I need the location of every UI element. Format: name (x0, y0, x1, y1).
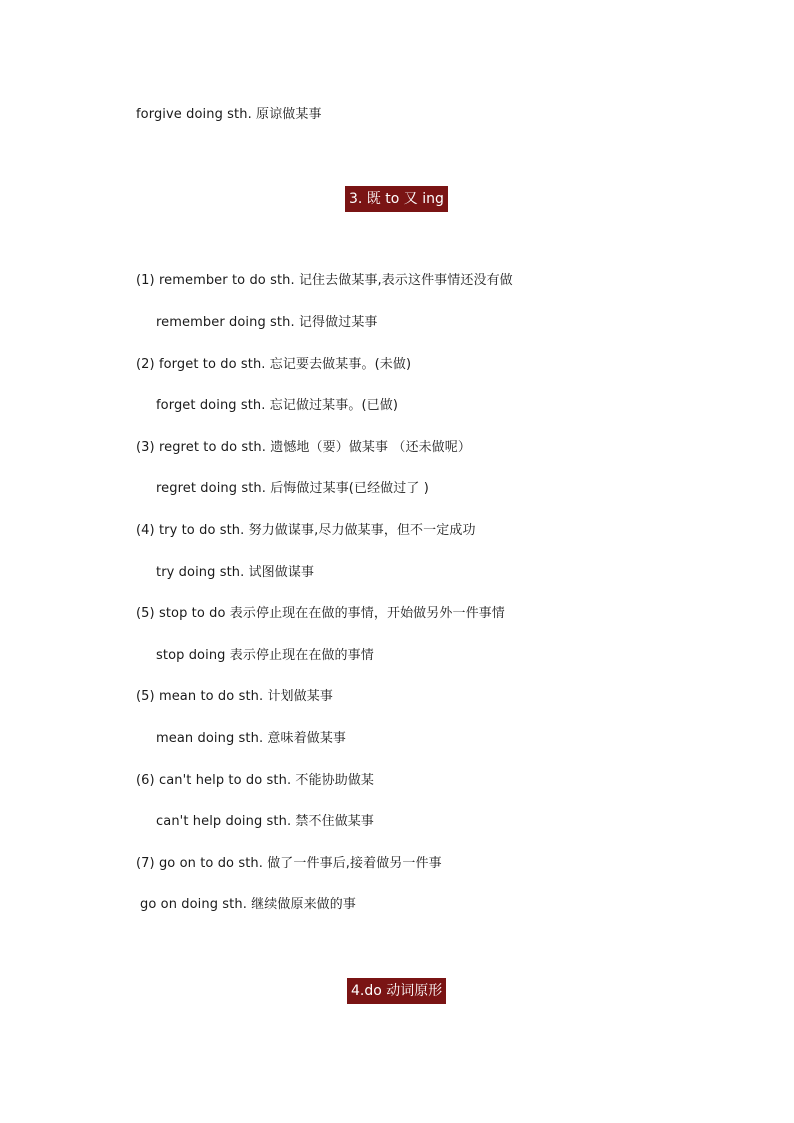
text-line: can't help doing sth. 禁不住做某事 (156, 814, 375, 829)
text-line: stop doing 表示停止现在在做的事情 (156, 648, 374, 663)
text-line: try doing sth. 试图做谋事 (156, 565, 315, 580)
text-line: forgive doing sth. 原谅做某事 (136, 107, 322, 122)
text-line: (2) forget to do sth. 忘记要去做某事。(未做) (136, 357, 412, 372)
section-heading-3: 3. 既 to 又 ing (345, 186, 448, 212)
text-line: forget doing sth. 忘记做过某事。(已做) (156, 398, 398, 413)
text-line: (4) try to do sth. 努力做谋事,尽力做某事，但不一定成功 (136, 523, 476, 538)
section-heading-4: 4.do 动词原形 (347, 978, 446, 1004)
text-line: (3) regret to do sth. 遗憾地（要）做某事 （还未做呢） (136, 440, 471, 455)
text-line: (5) mean to do sth. 计划做某事 (136, 689, 333, 704)
text-line: remember doing sth. 记得做过某事 (156, 315, 378, 330)
text-line: (1) remember to do sth. 记住去做某事,表示这件事情还没有做 (136, 273, 513, 288)
text-line: mean doing sth. 意味着做某事 (156, 731, 347, 746)
text-line: regret doing sth. 后悔做过某事(已经做过了 ) (156, 481, 429, 496)
text-line: (6) can't help to do sth. 不能协助做某 (136, 773, 375, 788)
text-line: (7) go on to do sth. 做了一件事后,接着做另一件事 (136, 856, 442, 871)
text-line: (5) stop to do 表示停止现在在做的事情，开始做另外一件事情 (136, 606, 505, 621)
text-line: go on doing sth. 继续做原来做的事 (140, 897, 356, 912)
